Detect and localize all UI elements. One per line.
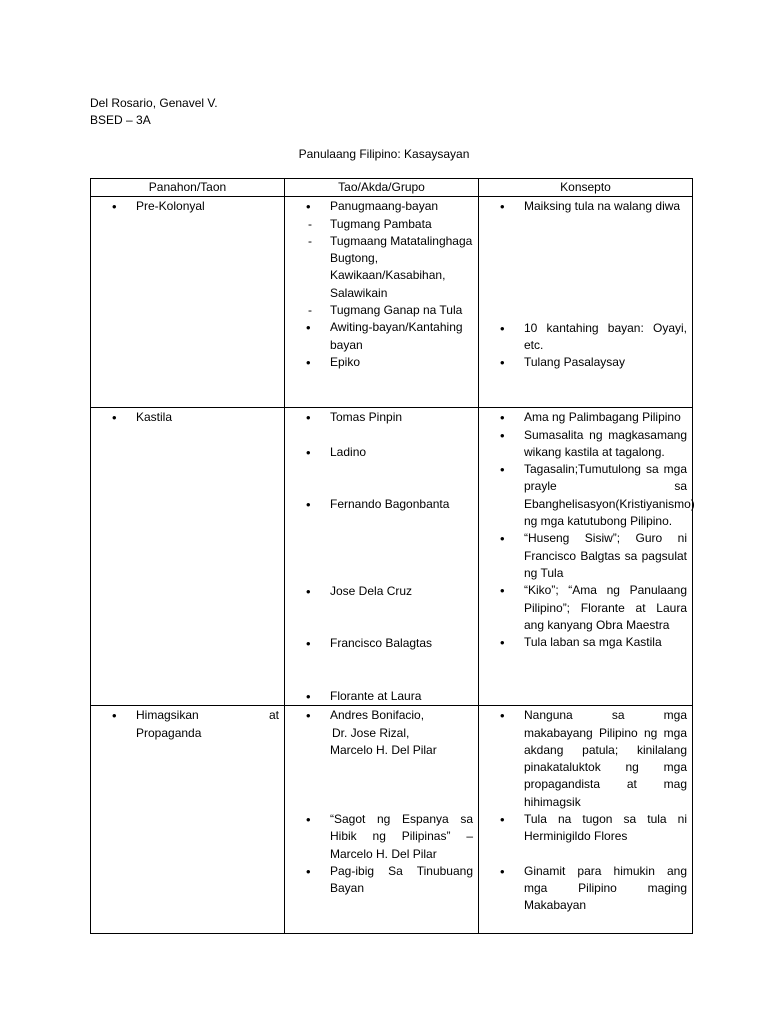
work-item: • Awiting-bayan/Kantahing bayan	[290, 319, 473, 354]
work-item: - Tugmaang Matatalinghaga Bugtong, Kawikaan/Kasabihan, Salawikain	[290, 233, 473, 302]
table-row	[91, 197, 693, 408]
period-label-part: at	[268, 708, 279, 723]
concept-item: • “Huseng Sisiw”; Guro ni Francisco Balgtas sa pagsulat ng Tula	[484, 530, 687, 582]
work-item: - Tugmang Ganap na Tula	[290, 302, 473, 319]
period-cell	[91, 408, 285, 706]
work-author: Marcelo H. Del Pilar	[330, 742, 437, 757]
work-item: - Tugmang Pambata	[290, 216, 473, 233]
work-item: • Jose Dela Cruz	[290, 583, 473, 600]
concept-item: • Sumasalita ng magkasamang wikang kastila at tagalong.	[484, 427, 687, 462]
column-header-works: Tao/Akda/Grupo	[285, 179, 479, 197]
work-item: • Fernando Bagonbanta	[290, 496, 473, 513]
concepts-cell	[479, 197, 693, 408]
work-item: • Epiko	[290, 354, 473, 371]
course-section: BSED – 3A	[90, 113, 151, 127]
work-author: Dr. Jose Rizal,	[332, 725, 410, 740]
work-item: • Ladino	[290, 444, 473, 461]
concept-item: • Ginamit para himukin ang mga Pilipino maging Makabayan	[484, 863, 687, 915]
column-header-period: Panahon/Taon	[91, 179, 285, 197]
work-item: • Florante at Laura	[290, 688, 473, 705]
concept-item: • Tagasalin;Tumutulong sa mga prayle sa Ebanghelisasyon(Kristiyanismo) ng mga katutubong Pilipino.	[484, 461, 687, 530]
works-cell	[285, 706, 479, 934]
work-item: • Tomas Pinpin	[290, 409, 473, 426]
works-cell	[285, 408, 479, 706]
student-name: Del Rosario, Genavel V.	[90, 96, 218, 110]
work-item	[290, 707, 473, 759]
period-label-part: Propaganda	[136, 725, 202, 740]
period-cell	[91, 197, 285, 408]
history-table	[90, 178, 693, 934]
concepts-cell	[479, 408, 693, 706]
period-label: • Kastila	[96, 409, 279, 426]
column-header-concepts: Konsepto	[479, 179, 693, 197]
work-item: • “Sagot ng Espanya sa Hibik ng Pilipinas” – Marcelo H. Del Pilar	[290, 811, 473, 863]
concept-item: • Tula na tugon sa tula ni Herminigildo Flores	[484, 811, 687, 846]
table-row	[91, 408, 693, 706]
period-cell	[91, 706, 285, 934]
work-item: • Pag-ibig Sa Tinubuang Bayan	[290, 863, 473, 898]
document-title: Panulaang Filipino: Kasaysayan	[298, 147, 470, 161]
concept-item: • “Kiko”; “Ama ng Panulaang Pilipino”; Florante at Laura ang kanyang Obra Maestra	[484, 582, 687, 634]
works-cell	[285, 197, 479, 408]
concept-item: • 10 kantahing bayan: Oyayi, etc.	[484, 320, 687, 355]
concept-item: • Tulang Pasalaysay	[484, 354, 687, 371]
work-item: • Panugmaang-bayan	[290, 198, 473, 215]
period-label: • Pre-Kolonyal	[96, 198, 279, 215]
period-label-part: • Himagsikan	[136, 708, 199, 723]
concept-item: • Maiksing tula na walang diwa	[484, 198, 687, 215]
concept-item: • Tula laban sa mga Kastila	[484, 634, 687, 651]
work-item: • Francisco Balagtas	[290, 635, 473, 652]
table-row	[91, 706, 693, 934]
table-header-row	[91, 179, 693, 197]
work-author: • Andres Bonifacio,	[330, 708, 425, 723]
concept-item: • Ama ng Palimbagang Pilipino	[484, 409, 687, 426]
concepts-cell	[479, 706, 693, 934]
period-label	[96, 707, 279, 742]
concept-item: • Nanguna sa mga makabayang Pilipino ng mga akdang patula; kinilalang pinakataluktok ng mga propagandista at mag hihimagsik	[484, 707, 687, 811]
